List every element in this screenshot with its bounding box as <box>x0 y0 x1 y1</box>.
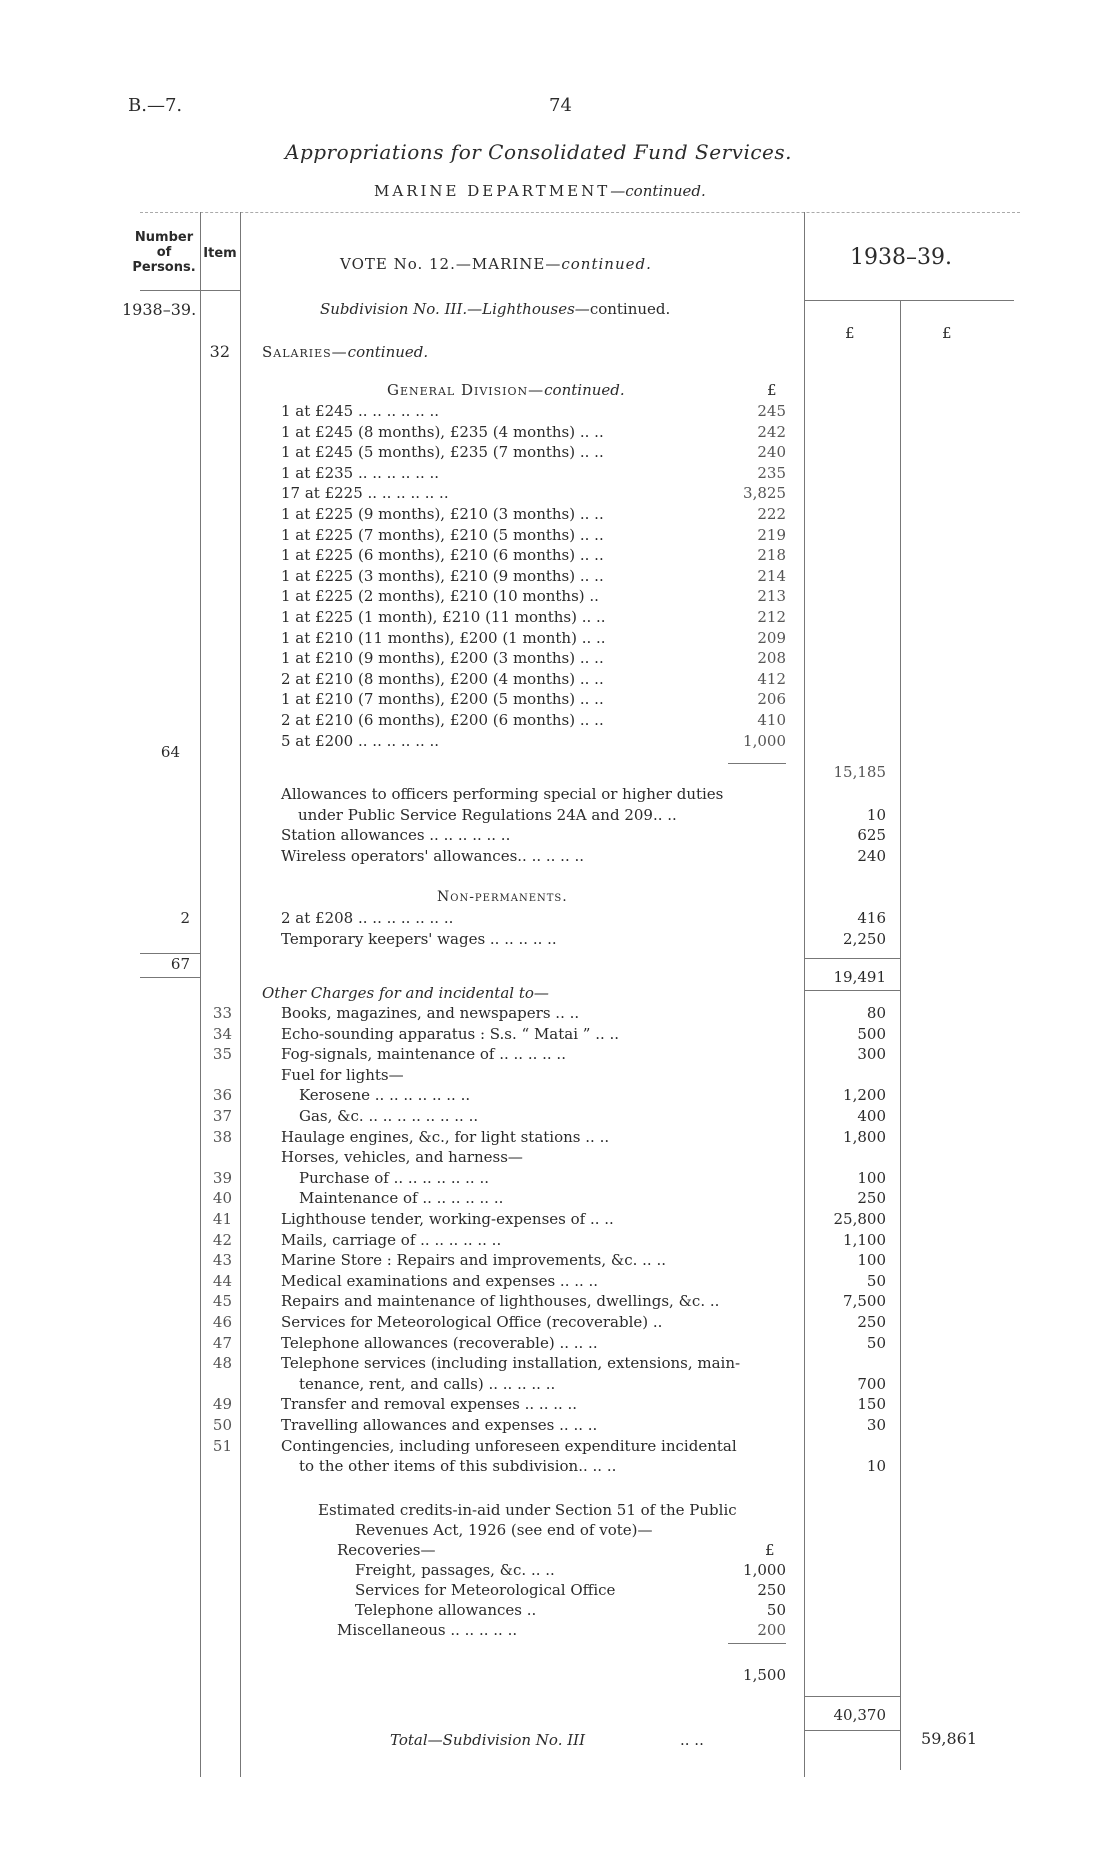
other-charges-heading: Other Charges for and incidental to— <box>262 984 549 1002</box>
other-charges-total: 40,370 <box>833 1706 886 1724</box>
salary-line-amount: 208 <box>757 649 786 668</box>
charge-item-number: 37 <box>212 1107 232 1125</box>
charge-line-amount: 1,800 <box>843 1127 886 1146</box>
salary-line-text: 1 at £225 (7 months), £210 (5 months) .. .. <box>281 525 604 544</box>
miscellaneous-label: Miscellaneous .. .. .. .. .. <box>337 1621 518 1639</box>
charge-line-amount: 50 <box>866 1271 886 1290</box>
charge-line-text: Lighthouse tender, working-expenses of .. .. <box>281 1210 614 1228</box>
charge-item-number: 47 <box>212 1333 232 1352</box>
salary-line-text: 1 at £225 (1 month), £210 (11 months) .. .. <box>281 608 606 626</box>
pound-header-1: £ <box>845 324 855 342</box>
charge-item-number: 39 <box>212 1168 232 1187</box>
division-suffix: continued. <box>544 381 625 399</box>
allowance-line-text: under Public Service Regulations 24A and 209.. .. <box>298 805 677 824</box>
recoveries-label: Recoveries— <box>337 1541 436 1559</box>
allowance-line-text: Allowances to officers performing special or higher duties <box>281 785 724 803</box>
credit-line-text: Services for Meteorological Office <box>355 1581 616 1599</box>
charge-line-text: to the other items of this subdivision.. .. .. <box>299 1457 617 1476</box>
header-rule-left <box>140 290 240 291</box>
salary-line-amount: 1,000 <box>743 731 786 750</box>
salaries-total-rule <box>804 990 900 991</box>
nonperm-line-amount: 416 <box>857 909 886 927</box>
vote-title-text: VOTE No. 12.—MARINE— <box>340 255 562 273</box>
salaries-label <box>262 343 428 361</box>
salary-line-text: 1 at £225 (3 months), £210 (9 months) .. .. <box>281 566 604 585</box>
charge-line-text: Services for Meteorological Office (recoverable) .. <box>281 1313 663 1331</box>
salary-line-amount: 212 <box>757 608 786 626</box>
charge-item-number: 35 <box>212 1045 232 1064</box>
allowance-line-amount: 240 <box>857 846 886 865</box>
allowance-line-text: Station allowances .. .. .. .. .. .. <box>281 826 511 845</box>
charge-line-text: Telephone services (including installation, extensions, main- <box>281 1354 741 1373</box>
total-label: Total—Subdivision No. III <box>390 1731 586 1749</box>
grand-total-rule <box>804 1730 900 1731</box>
charge-line-text: Maintenance of .. .. .. .. .. .. <box>299 1189 504 1208</box>
credit-line-text: Telephone allowances .. <box>355 1601 537 1619</box>
nonperm-line-amount: 2,250 <box>843 929 886 948</box>
charge-line-amount: 10 <box>866 1457 886 1476</box>
header-rule-right <box>804 300 1014 301</box>
charge-line-text: Fog-signals, maintenance of .. .. .. .. .. <box>281 1045 566 1064</box>
charge-item-number: 44 <box>212 1271 232 1290</box>
charge-line-text: Fuel for lights— <box>281 1065 404 1084</box>
charge-line-text: Medical examinations and expenses .. .. .. <box>281 1271 599 1290</box>
salaries-subtotal: 15,185 <box>833 763 886 781</box>
allowance-line-amount: 625 <box>857 826 886 845</box>
salary-line-text: 5 at £200 .. .. .. .. .. .. <box>281 731 440 750</box>
grand-total-rule-top <box>804 1696 900 1697</box>
salary-line-amount: 410 <box>757 711 786 729</box>
charge-line-text: Telephone allowances (recoverable) .. .. .. <box>281 1333 598 1352</box>
charge-line-amount: 500 <box>857 1024 886 1043</box>
nonperm-persons: 2 <box>180 909 190 927</box>
charge-item-number: 50 <box>212 1416 232 1434</box>
salary-line-amount: 209 <box>757 628 786 647</box>
salary-line-amount: 412 <box>757 669 786 688</box>
charge-line-text: Repairs and maintenance of lighthouses, dwellings, &c. .. <box>281 1292 720 1311</box>
vote-title-suffix: continued. <box>561 255 652 273</box>
charge-line-amount: 250 <box>857 1189 886 1208</box>
salary-line-text: 1 at £245 (8 months), £235 (4 months) .. .. <box>281 422 604 441</box>
subdivision-heading <box>320 300 670 318</box>
salary-line-text: 1 at £225 (6 months), £210 (6 months) .. .. <box>281 546 604 565</box>
salary-line-amount: 213 <box>757 587 786 606</box>
charge-line-text: Horses, vehicles, and harness— <box>281 1148 523 1167</box>
total-persons: 67 <box>170 955 190 973</box>
charge-item-number: 46 <box>212 1313 232 1331</box>
nonperm-line-text: Temporary keepers' wages .. .. .. .. .. <box>281 929 557 948</box>
charge-line-amount: 700 <box>857 1374 886 1393</box>
persons-total-rule-bottom <box>140 977 200 978</box>
charge-line-text: Books, magazines, and newspapers .. .. <box>281 1004 580 1022</box>
charge-item-number: 43 <box>212 1251 232 1270</box>
charge-line-text: Purchase of .. .. .. .. .. .. .. <box>299 1168 489 1187</box>
persons-column-rule <box>200 212 201 1777</box>
table-top-rule <box>140 212 1020 213</box>
pound-header-2: £ <box>942 324 952 342</box>
charge-line-amount: 50 <box>866 1333 886 1352</box>
salaries-label-text: Salaries— <box>262 343 348 361</box>
charge-item-number: 38 <box>212 1127 232 1146</box>
salary-line-amount: 242 <box>757 422 786 441</box>
charge-item-number: 36 <box>212 1086 232 1105</box>
salary-line-text: 1 at £210 (7 months), £200 (5 months) .. .. <box>281 690 604 709</box>
nonperm-total-rule <box>804 958 900 959</box>
charge-line-text: Mails, carriage of .. .. .. .. .. .. <box>281 1230 502 1249</box>
charge-item-number: 45 <box>212 1292 232 1311</box>
credits-line1: Estimated credits-in-aid under Section 51 of the Public <box>318 1501 737 1519</box>
charge-line-text: Haulage engines, &c., for light stations .. .. <box>281 1127 610 1146</box>
persons-year: 1938–39. <box>122 300 197 319</box>
charge-item-number: 49 <box>212 1395 232 1414</box>
salary-line-text: 1 at £210 (11 months), £200 (1 month) .. .. <box>281 628 606 647</box>
charge-line-amount: 30 <box>866 1416 886 1434</box>
salaries-total: 19,491 <box>833 968 886 986</box>
charge-line-text: Transfer and removal expenses .. .. .. .. <box>281 1395 578 1414</box>
salary-line-text: 1 at £235 .. .. .. .. .. .. <box>281 463 440 482</box>
charge-line-text: Gas, &c. .. .. .. .. .. .. .. .. <box>299 1107 479 1125</box>
charge-item-number: 34 <box>212 1024 232 1043</box>
division-text: General Division— <box>387 381 545 399</box>
year-header: 1938–39. <box>850 245 952 270</box>
salary-line-text: 1 at £225 (9 months), £210 (3 months) .. .. <box>281 505 604 523</box>
item-header: Item <box>203 246 237 261</box>
charge-line-amount: 400 <box>857 1107 886 1125</box>
salary-line-text: 17 at £225 .. .. .. .. .. .. <box>281 484 449 503</box>
allowance-line-amount: 10 <box>866 805 886 824</box>
grand-total: 59,861 <box>921 1729 977 1748</box>
salaries-label-suffix: continued. <box>347 343 429 361</box>
charge-item-number: 48 <box>212 1354 232 1373</box>
non-permanents-heading: Non-permanents. <box>437 889 568 905</box>
general-division-heading <box>387 381 625 399</box>
salary-line-amount: 219 <box>757 525 786 544</box>
credit-line-amount: 50 <box>766 1601 786 1619</box>
salaries-pound: £ <box>767 381 777 399</box>
credit-line-amount: 250 <box>757 1581 786 1599</box>
salary-line-text: 2 at £210 (6 months), £200 (6 months) .. .. <box>281 711 604 729</box>
credits-total-rule <box>728 1643 786 1644</box>
salary-line-text: 1 at £245 (5 months), £235 (7 months) .. .. <box>281 443 604 462</box>
persons-header <box>128 230 200 275</box>
charge-item-number: 40 <box>212 1189 232 1208</box>
charge-line-text: Marine Store : Repairs and improvements, &c. .. .. <box>281 1251 666 1270</box>
subdivision-title: Subdivision No. III.—Lighthouses— <box>320 300 590 318</box>
department-heading <box>374 182 706 200</box>
charge-line-text: Travelling allowances and expenses .. .. .. <box>281 1416 598 1434</box>
persons-header-line1: Number <box>134 230 194 245</box>
salaries-item: 32 <box>209 342 230 361</box>
vote-title <box>340 255 652 273</box>
salary-line-amount: 235 <box>757 463 786 482</box>
charge-line-amount: 80 <box>866 1004 886 1022</box>
salaries-subtotal-rule <box>728 763 786 764</box>
charge-line-amount: 100 <box>857 1251 886 1270</box>
nonperm-line-text: 2 at £208 .. .. .. .. .. .. .. <box>281 909 454 927</box>
charge-item-number: 42 <box>212 1230 232 1249</box>
charge-line-amount: 7,500 <box>843 1292 886 1311</box>
charge-line-amount: 1,200 <box>843 1086 886 1105</box>
credit-line-amount: 1,000 <box>743 1561 786 1579</box>
page-reference: B.—7. <box>128 95 183 116</box>
charge-line-text: Kerosene .. .. .. .. .. .. .. <box>299 1086 471 1105</box>
charge-line-amount: 300 <box>857 1045 886 1064</box>
salary-line-text: 1 at £245 .. .. .. .. .. .. <box>281 402 440 420</box>
credits-total: 1,500 <box>743 1666 786 1684</box>
charge-line-amount: 150 <box>857 1395 886 1414</box>
charge-line-amount: 1,100 <box>843 1230 886 1249</box>
amount-column-rule <box>804 212 805 1777</box>
charge-item-number: 51 <box>212 1436 232 1455</box>
charge-item-number: 33 <box>212 1004 232 1022</box>
charge-line-amount: 25,800 <box>833 1210 886 1228</box>
item-column-rule <box>240 212 241 1777</box>
charge-line-text: tenance, rent, and calls) .. .. .. .. .. <box>299 1374 556 1393</box>
charge-line-text: Echo-sounding apparatus : S.s. “ Matai ” .. .. <box>281 1024 620 1043</box>
department-suffix: —continued. <box>610 182 706 200</box>
salary-line-amount: 218 <box>757 546 786 565</box>
total-leader-dots: .. .. <box>680 1731 704 1749</box>
salary-line-text: 2 at £210 (8 months), £200 (4 months) .. .. <box>281 669 604 688</box>
salary-line-text: 1 at £225 (2 months), £210 (10 months) .. <box>281 587 599 606</box>
salary-line-amount: 214 <box>757 566 786 585</box>
charge-item-number: 41 <box>212 1210 232 1228</box>
department-name: MARINE DEPARTMENT <box>374 182 611 200</box>
total-column-rule <box>900 300 901 1770</box>
document-title: Appropriations for Consolidated Fund Services. <box>285 140 793 164</box>
salary-line-amount: 245 <box>757 402 786 420</box>
salaries-persons: 64 <box>160 743 180 761</box>
persons-header-line3: Persons. <box>132 260 196 275</box>
page-number: 74 <box>549 95 572 116</box>
charge-line-amount: 100 <box>857 1168 886 1187</box>
subdivision-suffix: continued. <box>589 300 671 318</box>
charge-line-amount: 250 <box>857 1313 886 1331</box>
persons-header-line2: of <box>156 245 172 260</box>
salary-line-amount: 222 <box>757 505 786 523</box>
salary-line-text: 1 at £210 (9 months), £200 (3 months) .. .. <box>281 649 604 668</box>
miscellaneous-amount: 200 <box>757 1621 786 1639</box>
credit-line-text: Freight, passages, &c. .. .. <box>355 1561 555 1579</box>
credits-line2: Revenues Act, 1926 (see end of vote)— <box>355 1521 653 1539</box>
salary-line-amount: 206 <box>757 690 786 709</box>
allowance-line-text: Wireless operators' allowances.. .. .. .. .. <box>281 846 585 865</box>
charge-line-text: Contingencies, including unforeseen expenditure incidental <box>281 1436 737 1455</box>
salary-line-amount: 240 <box>757 443 786 462</box>
persons-total-rule-top <box>140 953 200 954</box>
salary-line-amount: 3,825 <box>743 484 786 503</box>
credits-pound: £ <box>765 1541 775 1559</box>
